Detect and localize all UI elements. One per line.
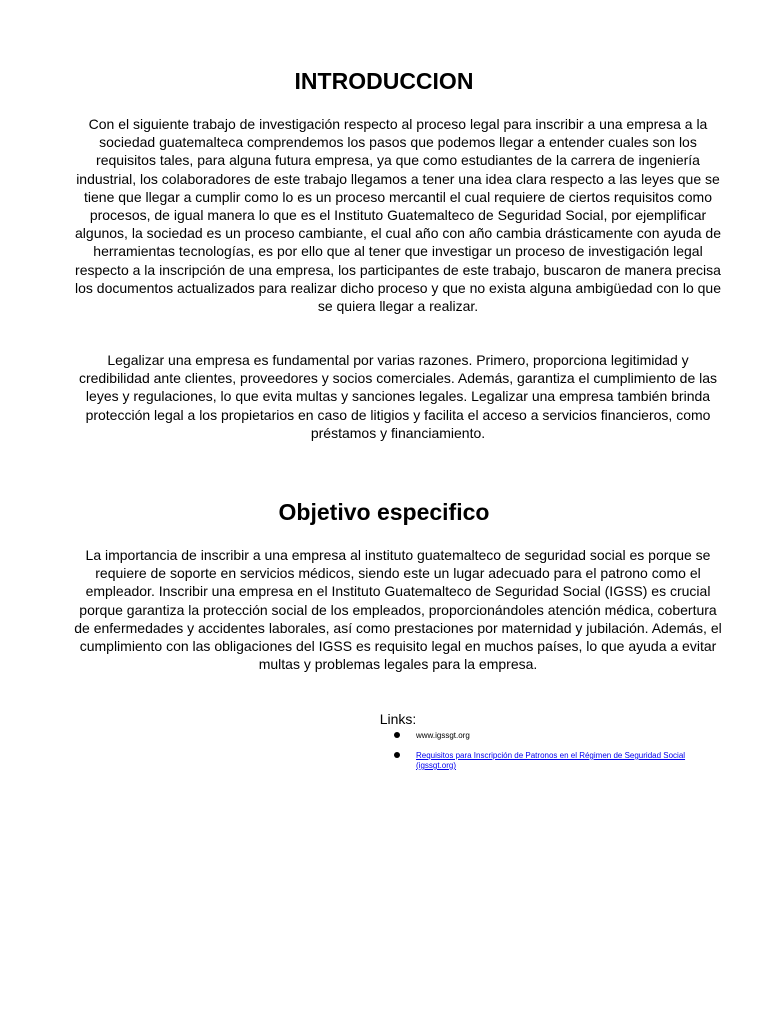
list-item xyxy=(392,731,712,741)
list-item xyxy=(392,751,712,771)
introduction-paragraph-1: Con el siguiente trabajo de investigación respecto al proceso legal para inscribir a una empresa a la sociedad guatemalteca comprendemos los pasos que podemos llegar a entender cuales son los requisitos tales, para alguna futura empresa, ya que como estudiantes de la carrera de ingeniería industrial, los colaboradores de este trabajo llegamos a tener una idea clara respecto a las leyes que se tiene que llegar a cumplir como lo es un proceso mercantil el cual requiere de ciertos requisitos como procesos, de igual manera lo que es el Instituto Guatemalteco de Seguridad Social, por ejemplificar algunos, la sociedad es un proceso cambiante, el cual año con año cambia drásticamente con ayuda de herramientas tecnologías, es por ello que al tener que investigar un proceso de investigación legal respecto a la inscripción de una empresa, los participantes de este trabajo, buscaron de manera precisa los documentos actualizados para realizar dicho proceso y que no exista alguna ambigüedad con lo que se quiera llegar a realizar. xyxy=(75,116,721,315)
links-list xyxy=(392,731,712,771)
introduction-paragraph-2: Legalizar una empresa es fundamental por varias razones. Primero, proporciona legitimidad y credibilidad ante clientes, proveedores y socios comerciales. Además, garantiza el cumplimiento de las leyes y regulaciones, lo que evita multas y sanciones legales. Legalizar una empresa también brinda protección legal a los propietarios en caso de litigios y facilita el acceso a servicios financieros, como préstamos y financiamiento. xyxy=(78,352,718,441)
igss-website-link[interactable]: www.igssgt.org xyxy=(416,731,470,740)
bullet-icon xyxy=(394,732,400,738)
objective-title: Objetivo especifico xyxy=(278,499,490,525)
introduction-title: INTRODUCCION xyxy=(294,68,474,94)
objective-paragraph: La importancia de inscribir a una empresa al instituto guatemalteco de seguridad social es porque se requiere de soporte en servicios médicos, siendo este un lugar adecuado para el patrono como el empleador. Inscribir una empresa en el Instituto Guatemalteco de Seguridad Social (IGSS) es crucial porque garantiza la protección social de los empleados, proporcionándoles atención médica, cobertura de enfermedades y accidentes laborales, así como prestaciones por maternidad y jubilación. Además, el cumplimiento con las obligaciones del IGSS es requisito legal en muchos países, lo que ayuda a evitar multas y problemas legales para la empresa. xyxy=(74,547,722,673)
igss-requirements-link[interactable]: Requisitos para Inscripción de Patronos en el Régimen de Seguridad Social (igssgt.org) xyxy=(416,751,686,770)
links-label: Links: xyxy=(379,711,417,727)
bullet-icon xyxy=(394,752,400,758)
